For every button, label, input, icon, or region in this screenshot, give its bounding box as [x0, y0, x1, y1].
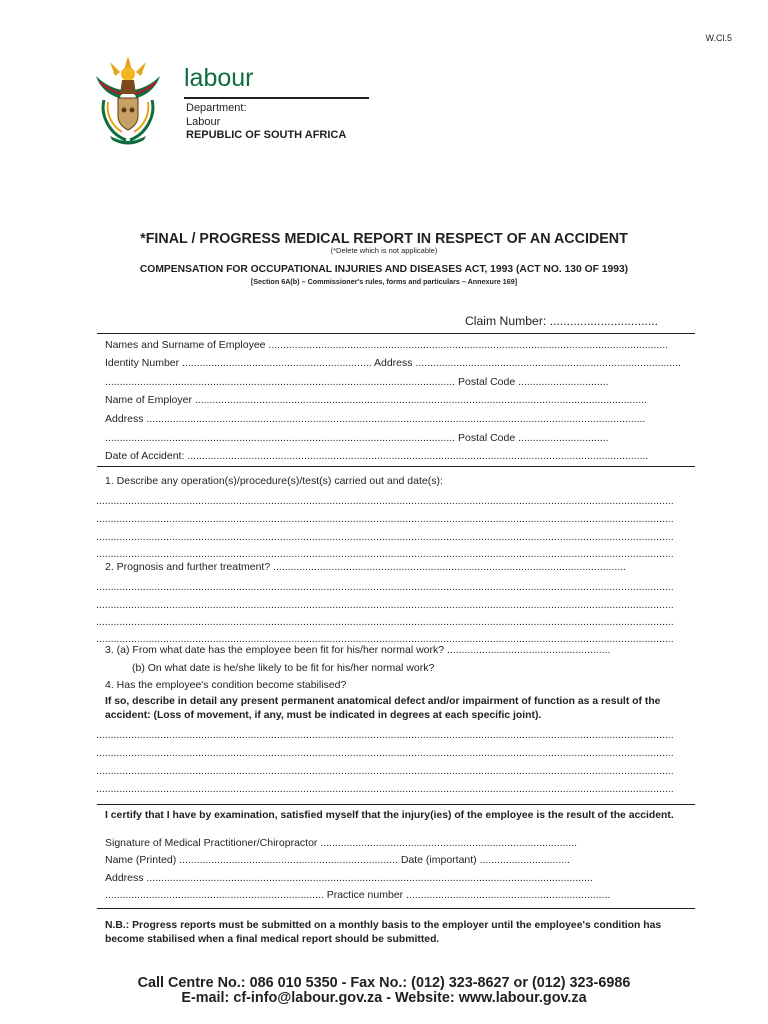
employer-postal-field[interactable]: ........................................................................................................................ Postal Code ...............................: [105, 432, 609, 444]
claim-number-field[interactable]: Claim Number: ................................: [465, 314, 659, 328]
department-block: [186, 102, 346, 143]
certification-statement: I certify that I have by examination, satisfied myself that the injury(ies) of the employee is the result of the accident.: [105, 810, 674, 821]
q4-answer-line[interactable]: ......................................................................................................................................................................................................: [96, 729, 674, 741]
form-title: *FINAL / PROGRESS MEDICAL REPORT IN RESPECT OF AN ACCIDENT: [140, 231, 628, 247]
coat-of-arms-logo: [92, 54, 164, 146]
q2-answer-line[interactable]: ......................................................................................................................................................................................................: [96, 581, 674, 593]
question-1: 1. Describe any operation(s)/procedure(s)/test(s) carried out and date(s):: [105, 475, 443, 487]
employer-name-field[interactable]: Name of Employer ...........................................................................................................................................................: [105, 394, 648, 406]
employee-name-field[interactable]: Names and Surname of Employee .........................................................................................................................................: [105, 339, 669, 351]
form-reference: W.Cl.5: [705, 33, 732, 43]
country-name: REPUBLIC OF SOUTH AFRICA: [186, 129, 347, 141]
question-4: 4. Has the employee's condition become stabilised?: [105, 679, 347, 691]
practice-number-field[interactable]: ........................................................................... Practice number ......................................................................: [105, 889, 611, 901]
section-divider-nb: [97, 908, 695, 909]
brand-divider: [184, 97, 369, 99]
employer-address-field[interactable]: Address ...........................................................................................................................................................................: [105, 413, 646, 425]
q1-answer-line[interactable]: ......................................................................................................................................................................................................: [96, 548, 674, 560]
question-3b: (b) On what date is he/she likely to be fit for his/her normal work?: [132, 662, 435, 674]
name-date-field[interactable]: Name (Printed) ........................................................................... Date (important) ...............................: [105, 854, 571, 866]
practitioner-address-field[interactable]: Address .........................................................................................................................................................: [105, 872, 593, 884]
brand-wordmark: labour: [184, 64, 254, 92]
section-divider-mid: [97, 466, 695, 467]
q2-answer-line[interactable]: ......................................................................................................................................................................................................: [96, 599, 674, 611]
act-title: COMPENSATION FOR OCCUPATIONAL INJURIES AND DISEASES ACT, 1993 (ACT NO. 130 OF 1993): [139, 264, 629, 275]
department-name: Labour: [186, 115, 221, 128]
act-subtitle: [Section 6A(b) – Commissioner's rules, forms and particulars – Annexure 169]: [250, 277, 518, 286]
department-label: Department:: [186, 102, 247, 114]
nb-note: N.B.: Progress reports must be submitted on a monthly basis to the employer until the employee's condition has become stabilised when a final medical report should be submitted.: [105, 920, 662, 945]
signature-field[interactable]: Signature of Medical Practitioner/Chiropractor ........................................................................................: [105, 837, 578, 849]
q1-answer-line[interactable]: ......................................................................................................................................................................................................: [96, 513, 674, 525]
q2-answer-line[interactable]: ......................................................................................................................................................................................................: [96, 633, 674, 645]
question-4-detail: If so, describe in detail any present permanent anatomical defect and/or impairment of function as a result of the accident: (Loss of movement, if any, must be indicated in degrees at each specific joint).: [105, 696, 661, 721]
footer-web: E-mail: cf-info@labour.gov.za - Website: www.labour.gov.za: [181, 990, 587, 1006]
employee-postal-field[interactable]: ........................................................................................................................ Postal Code ...............................: [105, 376, 609, 388]
q4-answer-line[interactable]: ......................................................................................................................................................................................................: [96, 765, 674, 777]
q1-answer-line[interactable]: ......................................................................................................................................................................................................: [96, 531, 674, 543]
identity-address-field[interactable]: Identity Number ................................................................. Address ...........................................................................................: [105, 357, 681, 369]
q1-answer-line[interactable]: ......................................................................................................................................................................................................: [96, 495, 674, 507]
section-divider-top: [97, 333, 695, 334]
q4-answer-line[interactable]: ......................................................................................................................................................................................................: [96, 783, 674, 795]
question-3a[interactable]: 3. (a) From what date has the employee been fit for his/her normal work? ........................................................: [105, 644, 611, 656]
title-note: (*Delete which is not applicable): [330, 246, 438, 255]
section-divider-cert: [97, 804, 695, 805]
q4-answer-line[interactable]: ......................................................................................................................................................................................................: [96, 747, 674, 759]
question-2[interactable]: 2. Prognosis and further treatment? .........................................................................................................................: [105, 561, 627, 573]
q2-answer-line[interactable]: ......................................................................................................................................................................................................: [96, 616, 674, 628]
footer-contact: Call Centre No.: 086 010 5350 - Fax No.: (012) 323-8627 or (012) 323-6986: [137, 975, 631, 991]
date-of-accident-field[interactable]: Date of Accident: ..............................................................................................................................................................: [105, 450, 649, 462]
